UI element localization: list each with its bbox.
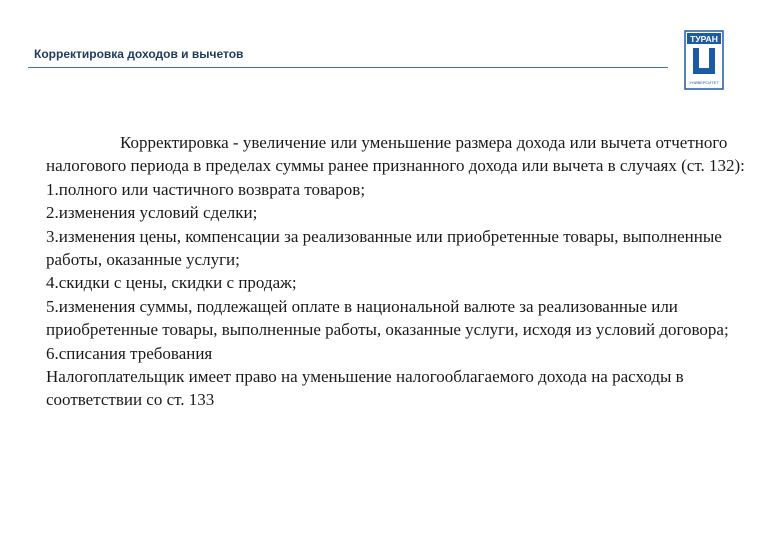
list-item: 4.скидки с цены, скидки с продаж; (46, 273, 297, 293)
closing-paragraph: Налогоплательщик имеет право на уменьшение налогооблагаемого дохода на расходы в соответствии со ст. 133 (46, 367, 684, 410)
turan-logo-icon (684, 30, 724, 90)
logo-bottom-text: УНИВЕРСИТЕТ (689, 80, 719, 85)
header-divider (28, 67, 668, 68)
list-item: 3.изменения цены, компенсации за реализованные или приобретенные товары, выполненные работы, оказанные услуги; (46, 226, 722, 270)
slide-body (46, 131, 746, 412)
definition-paragraph: Корректировка - увеличение или уменьшение размера дохода или вычета отчетного налогового периода в пределах суммы ранее признанного дохода или вычета в случаях (ст. 132): (46, 133, 745, 176)
university-logo (684, 30, 724, 90)
list-item: 6.списания требования (46, 343, 213, 363)
list-item: 1.полного или частичного возврата товаров; (46, 179, 366, 199)
page-title: Корректировка доходов и вычетов (34, 47, 244, 61)
list-item: 2.изменения условий сделки; (46, 203, 258, 223)
logo-top-text: ТУРАН (690, 34, 718, 44)
list-item: 5.изменения суммы, подлежащей оплате в национальной валюте за реализованные или приобретенные товары, выполненные работы, оказанные услуги, исходя из условий договора; (46, 296, 729, 340)
